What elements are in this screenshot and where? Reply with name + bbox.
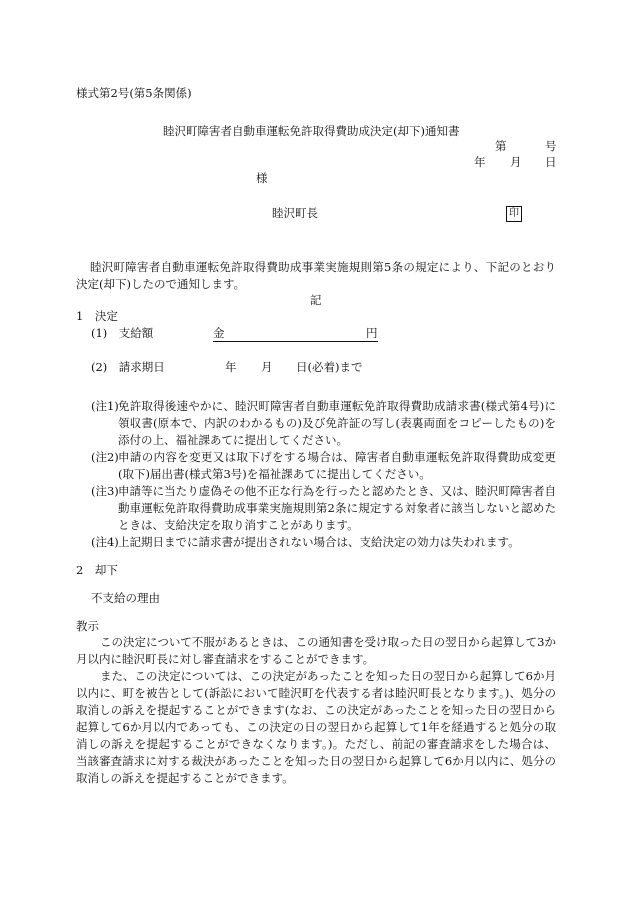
- note-4-label: (注4): [91, 535, 119, 549]
- decision-heading: 1 決定: [76, 309, 118, 323]
- claim-month-label: 月: [261, 360, 273, 374]
- addressee-honorific: 様: [256, 171, 268, 185]
- amount-underline: [213, 341, 378, 342]
- date-year-label: 年: [474, 155, 486, 169]
- intro-paragraph: 睦沢町障害者自動車運転免許取得費助成事業実施規則第5条の規定により、下記のとおり決定(却下)したので通知します。: [76, 260, 556, 291]
- note-4-text: 上記期日までに請求書が提出されない場合は、支給決定の効力は失われます。: [118, 535, 520, 549]
- note-3-label: (注3): [91, 484, 119, 498]
- date-day-label: 日: [545, 155, 557, 169]
- note-1-label: (注1): [91, 399, 119, 413]
- rejection-heading: 2 却下: [76, 563, 118, 577]
- amount-yen: 円: [366, 326, 378, 340]
- document-title: 睦沢町障害者自動車運転免許取得費助成決定(却下)通知書: [163, 124, 460, 138]
- claim-year-label: 年: [225, 360, 237, 374]
- rejection-reason-label: 不支給の理由: [91, 591, 160, 605]
- claim-day-label: 日(必着)まで: [296, 360, 363, 374]
- claim-deadline-label: (2) 請求期日: [91, 360, 165, 374]
- note-1-text: 免許取得後速やかに、睦沢町障害者自動車運転免許取得費助成請求書(様式第4号)に領収書(原本で、内訳のわかるもの)及び免許証の写し(表裏両面をコピーしたもの)を添付の上、福祉課あてに提出してください。: [118, 399, 556, 447]
- instruction-heading: 教示: [76, 619, 99, 633]
- instruction-paragraph-2: また、この決定については、この決定があったことを知った日の翌日から起算して6か月以内に、町を被告として(訴訟において睦沢町を代表する者は睦沢町長となります。)、処分の取消しの訴えを提起することができます(なお、この決定があったことを知った日の翌日から起算して6か月以内であっても、この決定の日の翌日から起算して1年を経過すると処分の取消しの訴えを提起することができなくなります。)。ただし、前記の審査請求をした場合は、当該審査請求に対する裁決があったことを知った日の翌日から起算して6か月以内に、処分の取消しの訴えを提起することができます。: [76, 669, 556, 785]
- date-month-label: 月: [510, 155, 522, 169]
- issuer-name: 睦沢町長: [272, 206, 318, 220]
- instruction-paragraph-1: この決定について不服があるときは、この通知書を受け取った日の翌日から起算して3か月以内に睦沢町長に対し審査請求をすることができます。: [76, 635, 556, 666]
- note-2-label: (注2): [91, 450, 119, 464]
- number-go: 号: [545, 139, 557, 153]
- note-3-text: 申請等に当たり虚偽その他不正な行為を行ったと認めたとき、又は、睦沢町障害者自動車運転免許取得費助成事業実施規則第2条に規定する対象者に該当しないと認めたときは、支給決定を取り消すことがあります。: [118, 484, 556, 532]
- note-2-text: 申請の内容を変更又は取下げをする場合は、障害者自動車運転免許取得費助成変更(取下)届出書(様式第3号)を福祉課あてに提出してください。: [118, 450, 556, 481]
- amount-kin: 金: [213, 326, 225, 340]
- ki-label: 記: [310, 293, 322, 307]
- number-dai: 第: [495, 139, 507, 153]
- amount-label: (1) 支給額: [91, 326, 154, 340]
- seal-mark: 印: [506, 206, 522, 222]
- form-label: 様式第2号(第5条関係): [76, 86, 192, 100]
